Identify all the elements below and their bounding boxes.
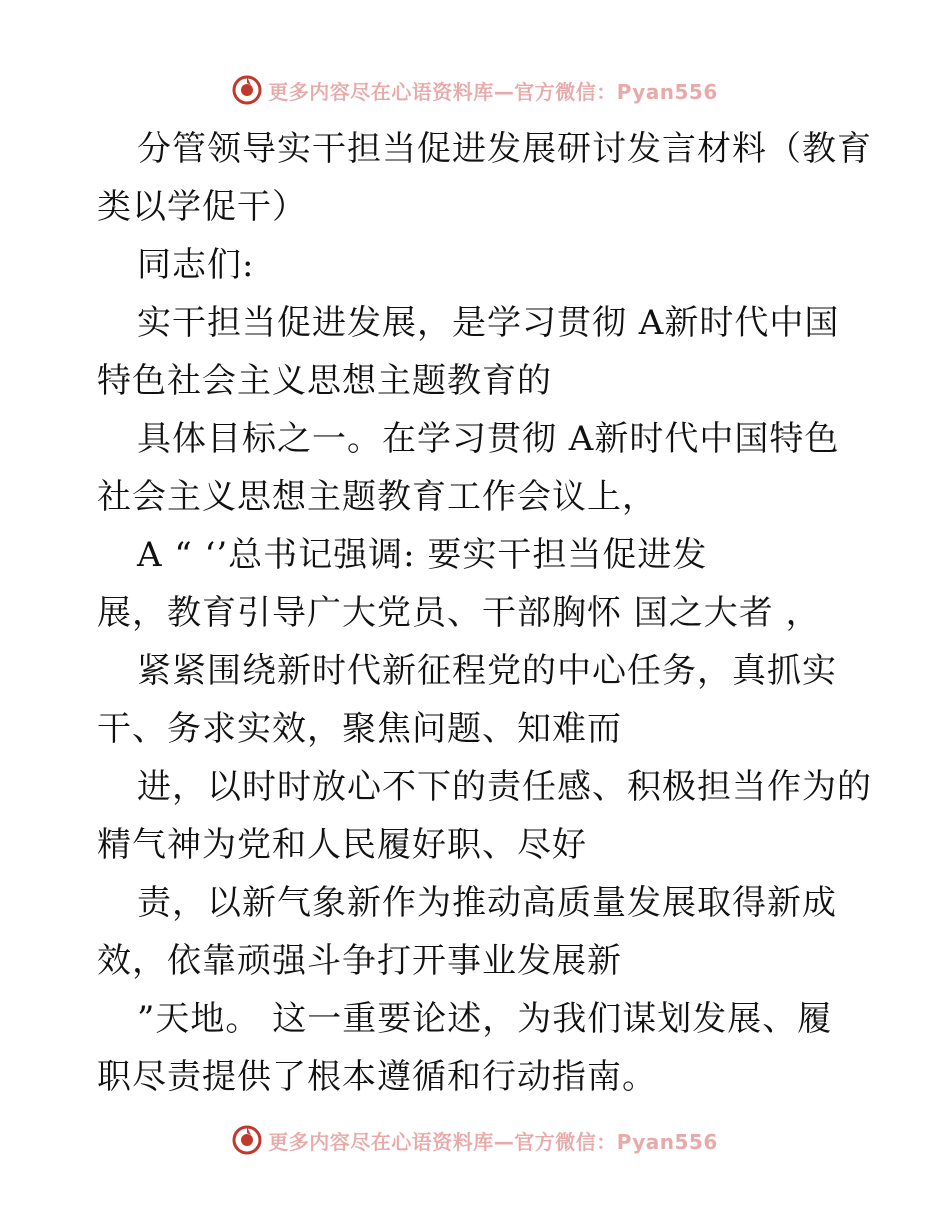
text-line: 分管领导实干担当促进发展研讨发言材料（教育 <box>137 129 872 169</box>
text-line: 特色社会主义思想主题教育的 <box>97 361 552 401</box>
text-line: 类以学促干） <box>97 187 307 227</box>
text-line: 精气神为党和人民履好职、尽好 <box>97 825 587 865</box>
text-line: A “ ‘’总书记强调: 要实干担当促进发 <box>137 535 708 575</box>
text-line: 实干担当促进发展，是学习贯彻 A新时代中国 <box>137 303 840 343</box>
text-line: 展，教育引导广大党员、干部胸怀 国之大者 ， <box>97 593 821 633</box>
logo-icon <box>232 1125 262 1155</box>
footer-watermark <box>0 1120 950 1160</box>
text-line: 效，依靠顽强斗争打开事业发展新 <box>97 941 622 981</box>
text-line: 紧紧围绕新时代新征程党的中心任务，真抓实 <box>137 651 837 691</box>
text-line: 进，以时时放心不下的责任感、积极担当作为的 <box>137 767 872 807</box>
watermark-text: 更多内容尽在心语资料库—官方微信：Pyan556 <box>268 79 718 104</box>
header-watermark <box>0 70 950 110</box>
text-line: 责，以新气象新作为推动高质量发展取得新成 <box>137 883 837 923</box>
text-line: 社会主义思想主题教育工作会议上， <box>97 477 657 517</box>
logo-icon <box>232 75 262 105</box>
text-line: 具体目标之一。在学习贯彻 A新时代中国特色 <box>137 419 840 459</box>
document-body <box>97 120 872 1106</box>
text-line: 同志们: <box>137 245 255 285</box>
watermark-text: 更多内容尽在心语资料库—官方微信：Pyan556 <box>268 1129 718 1154</box>
text-line: 干、务求实效，聚焦问题、知难而 <box>97 709 622 749</box>
text-line: ”天地。 这一重要论述，为我们谋划发展、履 <box>137 999 833 1039</box>
text-line: 职尽责提供了根本遵循和行动指南。 <box>97 1057 657 1097</box>
